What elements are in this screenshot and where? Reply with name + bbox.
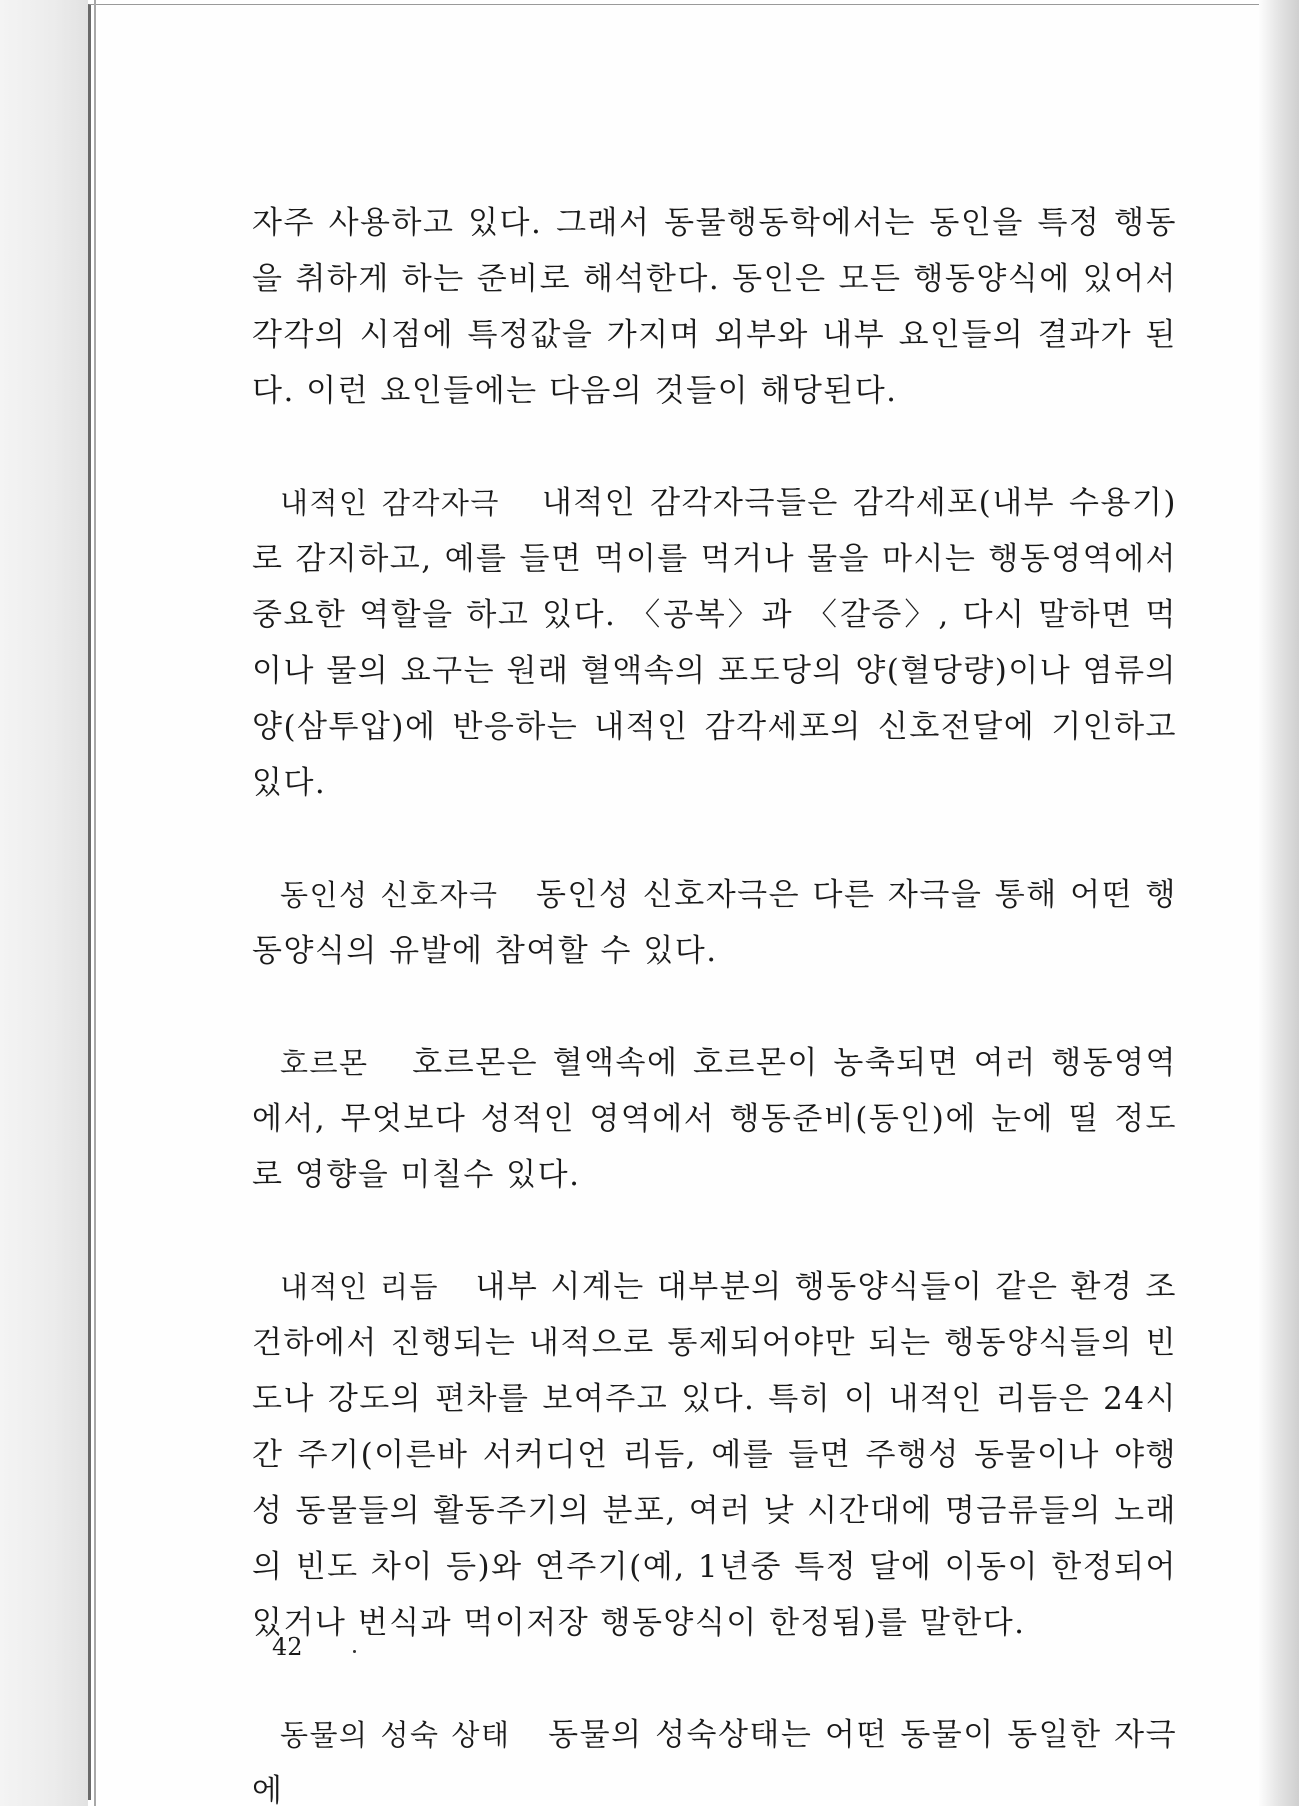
paragraph-maturity-state: [252, 1707, 1177, 1819]
stray-mark: [353, 1650, 356, 1653]
paragraph-term: 호르몬: [280, 1046, 369, 1080]
paragraph-text: 동물의 성숙상태는 어떤 동물이 동일한 자극에: [252, 1717, 1178, 1809]
paragraph-text: 자주 사용하고 있다. 그래서 동물행동학에서는 동인을 특정 행동을 취하게 하는 준비로 해석한다. 동인은 모든 행동양식에 있어서 각각의 시점에 특정값을 가지며 외부와 내부 요인들의 결과가 된다. 이런 요인들에는 다음의 것들이 해당된다.: [252, 205, 1177, 409]
paragraph-text: 내적인 감각자극들은 감각세포(내부 수용기)로 감지하고, 예를 들면 먹이를 먹거나 물을 마시는 행동영역에서 중요한 역할을 하고 있다. 〈공복〉과 〈갈증〉, 다시 말하면 먹이나 물의 요구는 원래 혈액속의 포도당의 양(혈당량)이나 염류의 양(삼투압)에 반응하는 내적인 감각세포의 신호전달에 기인하고 있다.: [252, 485, 1177, 801]
paragraph-intro: [252, 195, 1177, 419]
paragraph-hormone: [252, 1035, 1177, 1203]
paragraph-term: 내적인 감각자극: [280, 486, 500, 520]
paragraph-term: 내적인 리듬: [280, 1270, 440, 1304]
paragraph-term: 동인성 신호자극: [280, 878, 499, 912]
paragraph-internal-rhythm: [252, 1259, 1177, 1651]
paragraph-term: 동물의 성숙 상태: [280, 1718, 511, 1752]
page-curl-shadow: [1259, 0, 1299, 1806]
page-body: [252, 195, 1177, 1819]
paragraph-text: 동인성 신호자극은 다른 자극을 통해 어떤 행동양식의 유발에 참여할 수 있다.: [252, 877, 1177, 969]
paragraph-text: 내부 시계는 대부분의 행동양식들이 같은 환경 조건하에서 진행되는 내적으로 통제되어야만 되는 행동양식들의 빈도나 강도의 편차를 보여주고 있다. 특히 이 내적인 리듬은 24시간 주기(이른바 서커디언 리듬, 예를 들면 주행성 동물이나 야행성 동물들의 활동주기의 분포, 여러 낮 시간대에 명금류들의 노래의 빈도 차이 등)와 연주기(예, 1년중 특정 달에 이동이 한정되어 있거나 번식과 먹이저장 행동양식이 한정됨)를 말한다.: [252, 1269, 1178, 1641]
page-number: 42: [272, 1633, 303, 1661]
paragraph-motivational-signal-stimulus: [252, 867, 1177, 979]
paragraph-internal-sensory-stimulus: [252, 475, 1177, 811]
binding-gutter: [0, 0, 88, 1806]
page-edge: [94, 0, 96, 1806]
paragraph-text: 호르몬은 혈액속에 호르몬이 농축되면 여러 행동영역에서, 무엇보다 성적인 영역에서 행동준비(동인)에 눈에 띨 정도로 영향을 미칠수 있다.: [252, 1045, 1177, 1193]
